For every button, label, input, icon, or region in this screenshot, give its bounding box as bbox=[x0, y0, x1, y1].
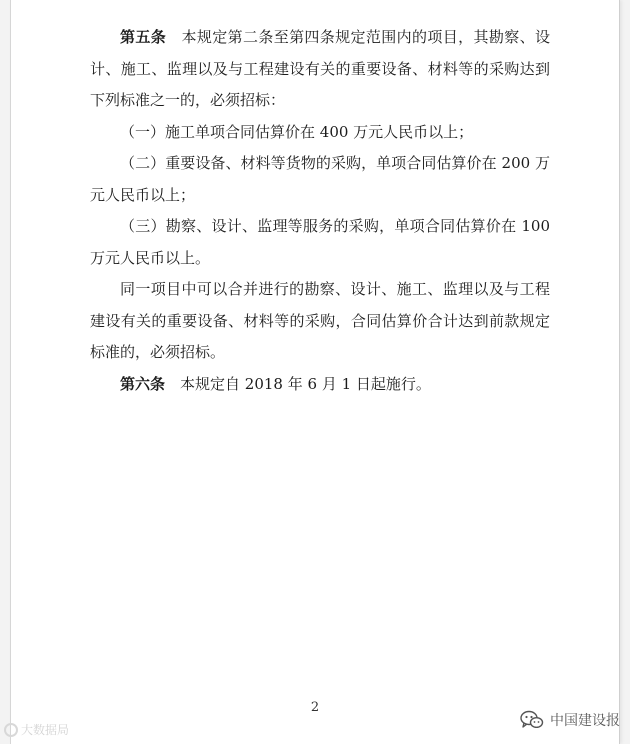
wechat-icon bbox=[520, 710, 544, 730]
article-6-text: 本规定自 2018 年 6 月 1 日起施行。 bbox=[180, 374, 431, 393]
wechat-account-name: 中国建设报 bbox=[550, 713, 620, 729]
watermark-logo-icon bbox=[4, 723, 18, 737]
clause-2-paragraph bbox=[90, 148, 550, 211]
article-6-paragraph bbox=[90, 369, 550, 401]
article-5-paragraph bbox=[90, 22, 550, 117]
document-body bbox=[90, 22, 550, 400]
clause-3-paragraph bbox=[90, 211, 550, 274]
combined-procurement-paragraph bbox=[90, 274, 550, 369]
document-page bbox=[10, 0, 620, 744]
article-5-text: 本规定第二条至第四条规定范围内的项目，其勘察、设计、施工、监理以及与工程建设有关的重要设备、材料等的采购达到下列标准之一的，必须招标： bbox=[90, 28, 550, 109]
combined-procurement-text: 同一项目中可以合并进行的勘察、设计、施工、监理以及与工程建设有关的重要设备、材料等的采购，合同估算价合计达到前款规定标准的，必须招标。 bbox=[90, 280, 550, 361]
article-5-heading: 第五条 bbox=[120, 28, 167, 46]
wechat-account-badge bbox=[520, 710, 620, 730]
article-6-heading: 第六条 bbox=[120, 374, 166, 393]
clause-1-text: （一）施工单项合同估算价在 400 万元人民币以上； bbox=[120, 122, 474, 141]
clause-2-text: （二）重要设备、材料等货物的采购，单项合同估算价在 200 万元人民币以上； bbox=[90, 154, 550, 204]
clause-3-text: （三）勘察、设计、监理等服务的采购，单项合同估算价在 100 万元人民币以上。 bbox=[90, 217, 550, 267]
source-watermark-text: 大数据局 bbox=[21, 723, 70, 737]
clause-1-paragraph bbox=[90, 117, 550, 149]
source-watermark bbox=[4, 721, 69, 738]
page-number: 2 bbox=[310, 700, 320, 715]
